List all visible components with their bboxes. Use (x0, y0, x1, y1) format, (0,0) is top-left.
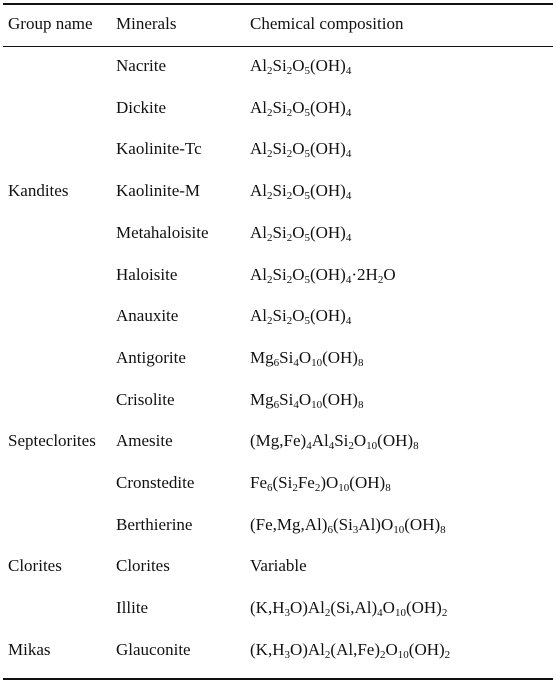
formula-subscript: 2 (314, 482, 321, 494)
formula-text: (OH) (309, 139, 346, 158)
chemical-formula-cell (250, 640, 450, 660)
chemical-formula-cell (250, 223, 351, 243)
mineral-name-cell: Dickite (116, 98, 167, 117)
formula-subscript: 8 (357, 357, 364, 369)
header-chemical-composition: Chemical composition (250, 14, 404, 33)
chemical-formula-cell (250, 348, 363, 368)
formula-text: Si (272, 139, 287, 158)
formula-subscript: 10 (311, 357, 323, 369)
formula-text: (OH) (309, 181, 346, 200)
formula-subscript: 6 (267, 482, 273, 494)
formula-subscript: 2 (267, 190, 273, 202)
formula-subscript: 4 (345, 65, 352, 77)
formula-subscript: 10 (394, 607, 406, 619)
formula-text: Al (250, 98, 267, 117)
formula-text: (OH) (349, 473, 386, 492)
formula-text: Si (272, 265, 287, 284)
formula-subscript: 5 (304, 274, 310, 286)
chemical-formula-cell (250, 515, 446, 535)
formula-text: O (385, 640, 398, 659)
formula-subscript: 2 (444, 649, 451, 661)
formula-subscript: 3 (284, 649, 290, 661)
formula-subscript: 2 (441, 607, 448, 619)
formula-subscript: 6 (327, 524, 333, 536)
mineral-name-cell: Glauconite (116, 640, 191, 659)
chemical-formula-cell (250, 56, 351, 76)
formula-text: (Al,Fe) (330, 640, 380, 659)
formula-subscript: 2 (286, 65, 293, 77)
formula-text: Al (250, 223, 267, 242)
mineral-name-cell: Nacrite (116, 56, 167, 75)
chemical-formula-cell (250, 390, 363, 410)
chemical-formula-cell (250, 98, 351, 118)
formula-subscript: 10 (338, 482, 350, 494)
mineral-name-cell: Clorites (116, 556, 170, 575)
formula-subscript: 4 (377, 607, 383, 619)
chemical-formula-cell (250, 431, 419, 451)
formula-text: Si (272, 98, 287, 117)
chemical-formula-cell (250, 306, 351, 326)
formula-text: (OH) (322, 390, 358, 409)
formula-text: Si (272, 181, 287, 200)
formula-text: O (292, 265, 305, 284)
formula-subscript: 4 (345, 274, 352, 286)
chemical-formula-cell (250, 265, 396, 285)
formula-subscript: 4 (345, 148, 352, 160)
formula-subscript: 10 (397, 649, 409, 661)
formula-subscript: 5 (304, 65, 310, 77)
group-name-cell: Clorites (8, 556, 62, 575)
formula-subscript: 3 (352, 524, 359, 536)
formula-text: (Mg,Fe) (250, 431, 307, 450)
mineral-name-cell: Haloisite (116, 265, 178, 284)
formula-text: O)Al (289, 640, 325, 659)
formula-subscript: 3 (284, 607, 290, 619)
formula-subscript: 2 (324, 607, 331, 619)
formula-subscript: 4 (328, 440, 335, 452)
chemical-formula-cell (250, 139, 351, 159)
formula-text: O (292, 223, 305, 242)
formula-subscript: 2 (286, 107, 293, 119)
formula-text: (OH) (322, 348, 358, 367)
formula-subscript: 2 (324, 649, 331, 661)
formula-subscript: 5 (304, 190, 310, 202)
chemical-formula-cell (250, 473, 391, 493)
formula-text: Mg (250, 348, 274, 367)
formula-text: (OH) (309, 306, 346, 325)
formula-text: O (353, 431, 367, 450)
chemical-formula-cell (250, 598, 447, 618)
formula-text: Al (250, 181, 267, 200)
mineral-name-cell: Amesite (116, 431, 173, 450)
mineral-name-cell: Berthierine (116, 515, 193, 534)
formula-text: (K,H (250, 598, 285, 617)
formula-text: (OH) (408, 640, 445, 659)
formula-text: O (292, 98, 305, 117)
formula-text: Si (279, 390, 294, 409)
formula-text: Si (334, 431, 349, 450)
group-name-cell: Mikas (8, 640, 51, 659)
formula-text: (OH) (404, 515, 441, 534)
formula-subscript: 4 (306, 440, 312, 452)
formula-subscript: 2 (377, 274, 384, 286)
formula-subscript: 2 (348, 440, 354, 452)
formula-text: Fe (297, 473, 315, 492)
formula-subscript: 5 (304, 232, 310, 244)
formula-text: O)Al (289, 598, 325, 617)
formula-text: (OH) (309, 56, 346, 75)
formula-text: O (292, 181, 305, 200)
mineral-name-cell: Metahaloisite (116, 223, 209, 242)
formula-text: Al (311, 431, 329, 450)
formula-subscript: 2 (267, 107, 273, 119)
formula-subscript: 10 (311, 399, 323, 411)
mineral-name-cell: Anauxite (116, 306, 179, 325)
formula-text: Mg (250, 390, 274, 409)
formula-subscript: 10 (393, 524, 405, 536)
mineral-name-cell: Kaolinite-Tc (116, 139, 202, 158)
formula-subscript: 2 (267, 65, 273, 77)
formula-subscript: 2 (286, 315, 293, 327)
formula-text: Si (279, 348, 294, 367)
formula-subscript: 6 (273, 357, 280, 369)
formula-text: Al (250, 139, 267, 158)
mineral-name-cell: Illite (116, 598, 149, 617)
formula-subscript: 5 (304, 107, 310, 119)
header-minerals: Minerals (116, 14, 177, 33)
formula-subscript: 8 (385, 482, 391, 494)
formula-subscript: 6 (273, 399, 280, 411)
formula-text: O (292, 56, 305, 75)
formula-text: Al (250, 56, 267, 75)
formula-text: (OH) (309, 265, 346, 284)
formula-subscript: 10 (366, 440, 378, 452)
header-rule (3, 46, 553, 47)
formula-text: (OH) (405, 598, 442, 617)
formula-subscript: 8 (413, 440, 419, 452)
formula-subscript: 4 (293, 357, 299, 369)
formula-text: Si (272, 306, 287, 325)
chemical-formula-cell (250, 556, 307, 576)
formula-text: (K,H (250, 640, 285, 659)
chemical-formula-cell (250, 181, 351, 201)
formula-subscript: 5 (304, 148, 310, 160)
formula-subscript: 4 (293, 399, 299, 411)
formula-text: Si (272, 223, 287, 242)
formula-subscript: 2 (286, 148, 293, 160)
formula-subscript: 8 (357, 399, 364, 411)
group-name-cell: Kandites (8, 181, 69, 200)
formula-text: O (382, 598, 395, 617)
formula-subscript: 5 (304, 315, 310, 327)
mineral-name-cell: Antigorite (116, 348, 186, 367)
formula-subscript: 4 (345, 107, 352, 119)
group-name-cell: Septeclorites (8, 431, 96, 450)
formula-text: O (298, 390, 312, 409)
formula-subscript: 4 (345, 190, 352, 202)
formula-subscript: 2 (267, 148, 273, 160)
formula-text: O (298, 348, 312, 367)
formula-text: Fe (250, 473, 267, 492)
formula-subscript: 2 (286, 274, 293, 286)
mineral-name-cell: Crisolite (116, 390, 175, 409)
formula-text: (OH) (377, 431, 414, 450)
top-rule (3, 3, 553, 5)
formula-text: Variable (250, 556, 307, 575)
formula-text: (OH) (309, 223, 346, 242)
formula-text: Al (250, 306, 267, 325)
formula-subscript: 2 (286, 232, 293, 244)
formula-subscript: 2 (380, 649, 386, 661)
formula-text: O (292, 139, 305, 158)
formula-subscript: 2 (267, 232, 273, 244)
formula-text: Al)O (358, 515, 394, 534)
formula-text: (Fe,Mg,Al) (250, 515, 328, 534)
formula-subscript: 4 (345, 232, 352, 244)
formula-text: O (292, 306, 305, 325)
formula-subscript: 2 (292, 482, 298, 494)
formula-text: Si (272, 56, 287, 75)
formula-subscript: 2 (286, 190, 293, 202)
formula-text: (Si (332, 515, 353, 534)
formula-text: )O (320, 473, 339, 492)
formula-text: Al (250, 265, 267, 284)
formula-text: (Si,Al) (330, 598, 378, 617)
formula-text: ·2H (351, 265, 378, 284)
mineral-name-cell: Kaolinite-M (116, 181, 201, 200)
mineral-name-cell: Cronstedite (116, 473, 195, 492)
formula-text: (OH) (309, 98, 346, 117)
formula-text: O (383, 265, 396, 284)
formula-subscript: 4 (345, 315, 352, 327)
formula-subscript: 8 (440, 524, 446, 536)
formula-text: (Si (272, 473, 293, 492)
formula-subscript: 2 (267, 274, 273, 286)
formula-subscript: 2 (267, 315, 273, 327)
header-group-name: Group name (8, 14, 93, 33)
bottom-rule (3, 678, 553, 680)
